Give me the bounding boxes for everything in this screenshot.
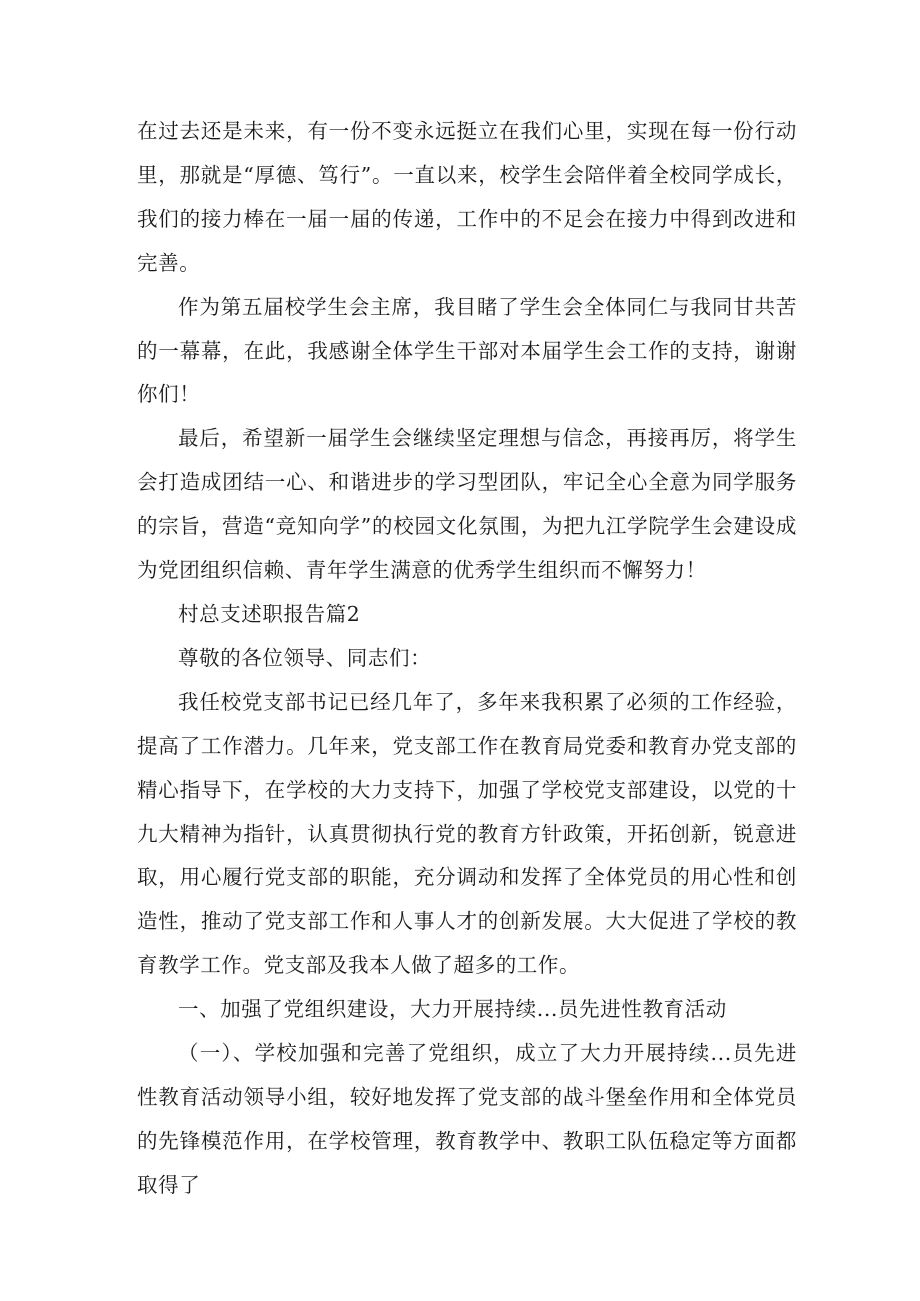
paragraph-work-summary: 我任校党支部书记已经几年了，多年来我积累了必须的工作经验，提高了工作潜力。几年来，党支部工作在教育局党委和教育办党支部的精心指导下，在学校的大力支持下，加强了学校党支部建设，以党的十九大精神为指针，认真贯彻执行党的教育方针政策，开拓创新，锐意进取，用心履行党支部的职能，充分调动和发挥了全体党员的用心性和创造性，推动了党支部工作和人事人才的创新发展。大大促进了学校的教育教学工作。党支部及我本人做了超多的工作。	[137, 689, 797, 978]
section-heading-one: 一、加强了党组织建设，大力开展持续...员先进性教育活动	[178, 997, 727, 1022]
paragraph-closing-hope: 最后，希望新一届学生会继续坚定理想与信念，再接再厉，将学生会打造成团结一心、和谐进步的学习型团队，牢记全心全意为同学服务的宗旨，营造“竞知向学”的校园文化氛围，为把九江学院学生会建设成为党团组织信赖、青年学生满意的优秀学生组织而不懈努力！	[137, 426, 797, 583]
document-body	[137, 110, 797, 1208]
section-title: 村总支述职报告篇2	[178, 601, 361, 626]
paragraph-subsection-one: （一）、学校加强和完善了党组织，成立了大力开展持续...员先进性教育活动领导小组，较好地发挥了党支部的战斗堡垒作用和全体党员的先锋模范作用，在学校管理，教育教学中、教职工队伍稳定等方面都取得了	[137, 1041, 797, 1197]
paragraph-continuation: 在过去还是未来，有一份不变永远挺立在我们心里，实现在每一份行动里，那就是“厚德、笃行”。一直以来，校学生会陪伴着全校同学成长，我们的接力棒在一届一届的传递，工作中的不足会在接力中得到改进和完善。	[137, 119, 797, 275]
salutation: 尊敬的各位领导、同志们：	[178, 645, 432, 670]
paragraph-thanks: 作为第五届校学生会主席，我目睹了学生会全体同仁与我同甘共苦的一幕幕，在此，我感谢全体学生干部对本届学生会工作的支持，谢谢你们！	[137, 294, 797, 407]
